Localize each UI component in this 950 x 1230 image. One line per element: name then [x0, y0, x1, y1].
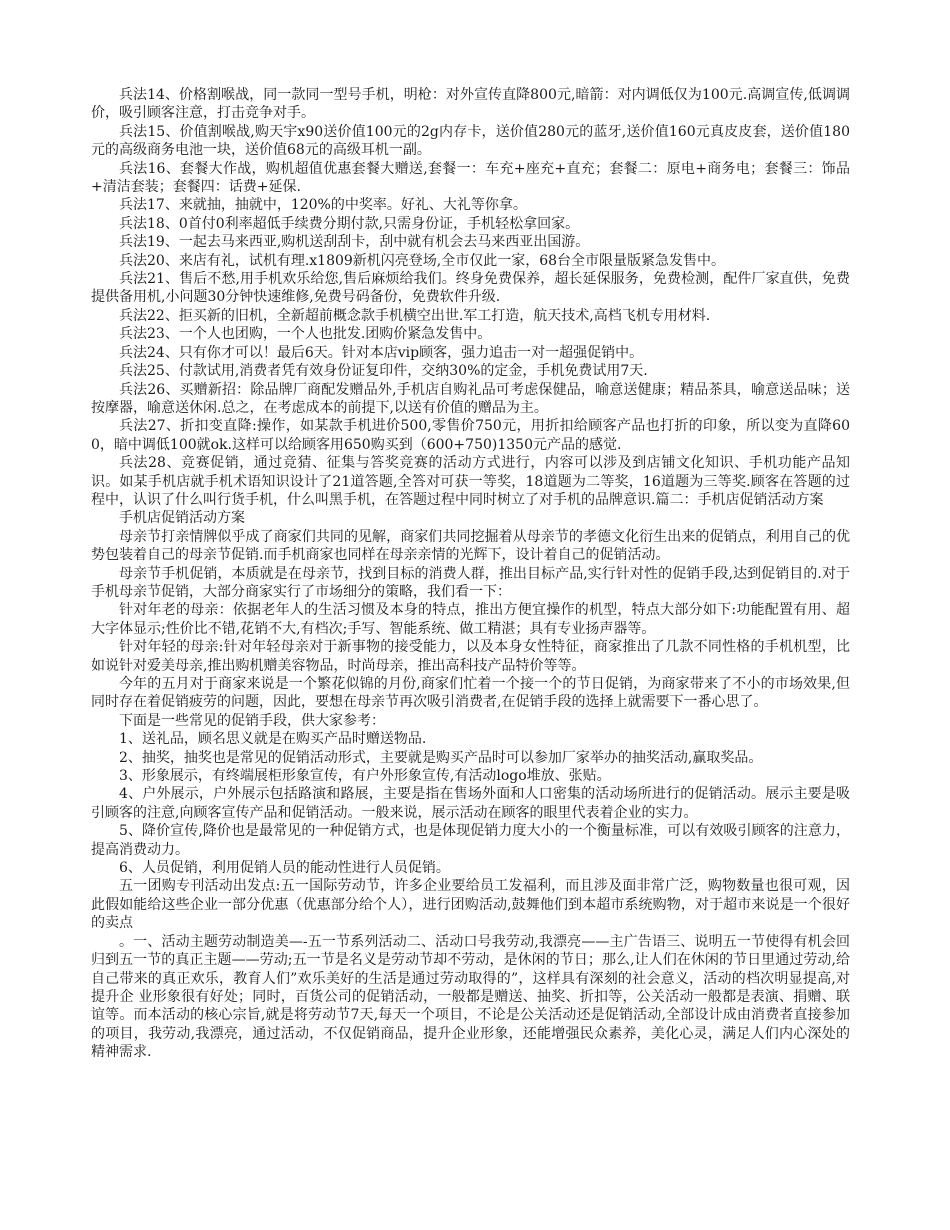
paragraph-mothers-day-essence: 母亲节手机促销，本质就是在母亲节，找到目标的消费人群，推出目标产品,实行针对性的促销手段,达到促销目的.对于手机母亲节促销，大部分商家实行了市场细分的策略，我们看一下：: [91, 565, 850, 600]
paragraph-strategy-28: 兵法28、竞赛促销，通过竞猜、征集与答奖竞赛的活动方式进行，内容可以涉及到店铺文化知识、手机功能产品知识。如某手机店就手机术语知识设计了21道答题,全答对可获一等奖，18道题为二等奖，16道题为三等奖.顾客在答题的过程中，认识了什么叫行货手机，什么叫黑手机，在答题过程中同时树立了对手机的品牌意识.篇二：手机店促销活动方案: [91, 455, 850, 508]
paragraph-strategy-19: 兵法19、一起去马来西亚,购机送刮刮卡，刮中就有机会去马来西亚出国游。: [119, 234, 590, 251]
list-item-gift: 1、送礼品，顾名思义就是在购买产品时赠送物品.: [119, 731, 427, 748]
paragraph-strategy-27: 兵法27、折扣变直降:操作，如某款手机进价500,零售价750元，用折扣给顾客产品也打折的印象，所以变为直降600，暗中调低100就ok.这样可以给顾客用650购买到（600+750)1350元产品的感觉.: [91, 418, 850, 453]
paragraph-strategy-21: 兵法21、售后不愁,用手机欢乐给您,售后麻烦给我们。终身免费保养，超长延保服务，免费检测，配件厂家直供，免费提供备用机,小问题30分钟快速维修,免费号码备份，免费软件升级.: [91, 271, 850, 306]
list-item-lottery: 2、抽奖，抽奖也是常见的促销活动形式，主要就是购买产品时可以参加厂家举办的抽奖活动,赢取奖品。: [119, 749, 763, 766]
list-item-staff-promotion: 6、人员促销，利用促销人员的能动性进行人员促销。: [119, 860, 450, 877]
paragraph-mothers-day-intro: 母亲节打亲情牌似乎成了商家们共同的见解，商家们共同挖掘着从母亲节的孝德文化衍生出来的促销点，利用自己的优势包装着自己的母亲节促销.而手机商家也同样在母亲亲情的光辉下，设计着自己的促销活动。: [91, 528, 850, 564]
paragraph-strategy-24: 兵法24、只有你才可以！最后6天。针对本店vip顾客，强力追击一对一超强促销中。: [119, 344, 644, 361]
paragraph-strategy-26: 兵法26、买赠新招：除品牌厂商配发赠品外,手机店自购礼品可考虑保健品，喻意送健康；精品茶具，喻意送品味；送按摩器，喻意送休闲.总之，在考虑成本的前提下,以送有价值的赠品为主。: [91, 381, 850, 416]
paragraph-strategy-16: 兵法16、套餐大作战，购机超值优惠套餐大赠送,套餐一：车充+座充+直充；套餐二：原电+商务电；套餐三：饰品+清洁套装；套餐四：话费+延保.: [91, 160, 850, 196]
paragraph-older-mothers: 针对年老的母亲：依据老年人的生活习惯及本身的特点，推出方便宜操作的机型，特点大部分如下:功能配置有用、超大字体显示;性价比不错,花销不大,有档次;手写、智能系统、做工精湛；具有专业扬声器等。: [91, 602, 850, 637]
paragraph-strategy-25: 兵法25、付款试用,消费者凭有效身份证复印件，交纳30%的定金，手机免费试用7天.: [119, 363, 648, 380]
paragraph-common-methods: 下面是一些常见的促销手段，供大家参考：: [119, 712, 385, 729]
paragraph-strategy-17: 兵法17、来就抽，抽就中，120%的中奖率。好礼、大礼等你拿。: [119, 197, 527, 214]
paragraph-strategy-14: 兵法14、价格割喉战，同一款同一型号手机，明枪：对外宣传直降800元,暗箭：对内调低仅为100元.高调宣传,低调调价，吸引顾客注意，打击竞争对手。: [91, 87, 850, 122]
paragraph-strategy-18: 兵法18、0首付0利率超低手续费分期付款,只需身份证，手机轻松拿回家。: [119, 215, 580, 232]
paragraph-strategy-15: 兵法15、价值割喉战,购天宇x90送价值100元的2g内存卡，送价值280元的蓝牙,送价值160元真皮皮套，送价值180元的高级商务电池一块，送价值68元的高级耳机一副。: [91, 123, 850, 159]
list-item-price-cut: 5、降价宣传,降价也是最常见的一种促销方式，也是体现促销力度大小的一个衡量标准，可以有效吸引顾客的注意力，提高消费动力。: [91, 823, 850, 858]
list-item-image-display: 3、形象展示，有终端展柜形象宣传，有户外形象宣传,有活动logo堆放、张贴。: [119, 768, 611, 785]
paragraph-labor-day-theme: 。一、活动主题劳动制造美—-五一节系列活动二、活动口号我劳动,我漂亮——主广告语三、说明五一节使得有机会回归到五一节的真正主题——劳动;五一节是名义是劳动节却不劳动，是休闲的节日；那么,让人们在休闲的节日里通过劳动,给自己带来的真正欢乐，教育人们”欢乐美好的生活是通过劳动取得的”，这样具有深刻的社会意义，活动的档次明显提高,对提升企 业形象很有好处；同时，百货公司的促销活动，一般都是赠送、抽奖、折扣等，公关活动一般都是表演、捐赠、联谊等。而本活动的核心宗旨,就是将劳动节7天,每天一个项目，不论是公关活动还是促销活动,全部设计成由消费者直接参加的项目，我劳动,我漂亮，通过活动，不仅促销商品，提升企业形象，还能增强民众素养，美化心灵，满足人们内心深处的精神需求.: [91, 933, 850, 1061]
paragraph-strategy-20: 兵法20、来店有礼，试机有理.x1809新机闪亮登场,全市仅此一家，68台全市限量版紧急发售中。: [119, 252, 726, 269]
section-heading: 手机店促销活动方案: [119, 510, 245, 527]
paragraph-strategy-23: 兵法23、一个人也团购，一个人也批发.团购价紧急发售中。: [119, 326, 492, 343]
list-item-outdoor-display: 4、户外展示，户外展示包括路演和路展，主要是指在售场外面和人口密集的活动场所进行的促销活动。展示主要是吸引顾客的注意,向顾客宣传产品和促销活动。一般来说，展示活动在顾客的眼里代表着企业的实力。: [91, 786, 850, 821]
paragraph-may-festivals: 今年的五月对于商家来说是一个繁花似锦的月份,商家们忙着一个接一个的节日促销，为商家带来了不小的市场效果,但同时存在着促销疲劳的问题，因此，要想在母亲节再次吸引消费者,在促销手段的选择上就需要下一番心思了。: [91, 676, 850, 711]
paragraph-strategy-22: 兵法22、拒买新的旧机，全新超前概念款手机横空出世.军工打造，航天技术,高档飞机专用材料.: [119, 307, 711, 324]
paragraph-younger-mothers: 针对年轻的母亲:针对年轻母亲对于新事物的接受能力，以及本身女性特征，商家推出了几款不同性格的手机机型，比如说针对爱美母亲,推出购机赠美容物品，时尚母亲，推出高科技产品特价等等。: [91, 639, 850, 674]
paragraph-may-day-group-buy: 五一团购专刊活动出发点:五一国际劳动节，许多企业要给员工发福利，而且涉及面非常广泛，购物数量也很可观，因此假如能给这些企业一部分优惠（优惠部分给个人），进行团购活动,鼓舞他们到本超市系统购物，对于超市来说是一个很好的卖点: [91, 878, 850, 932]
